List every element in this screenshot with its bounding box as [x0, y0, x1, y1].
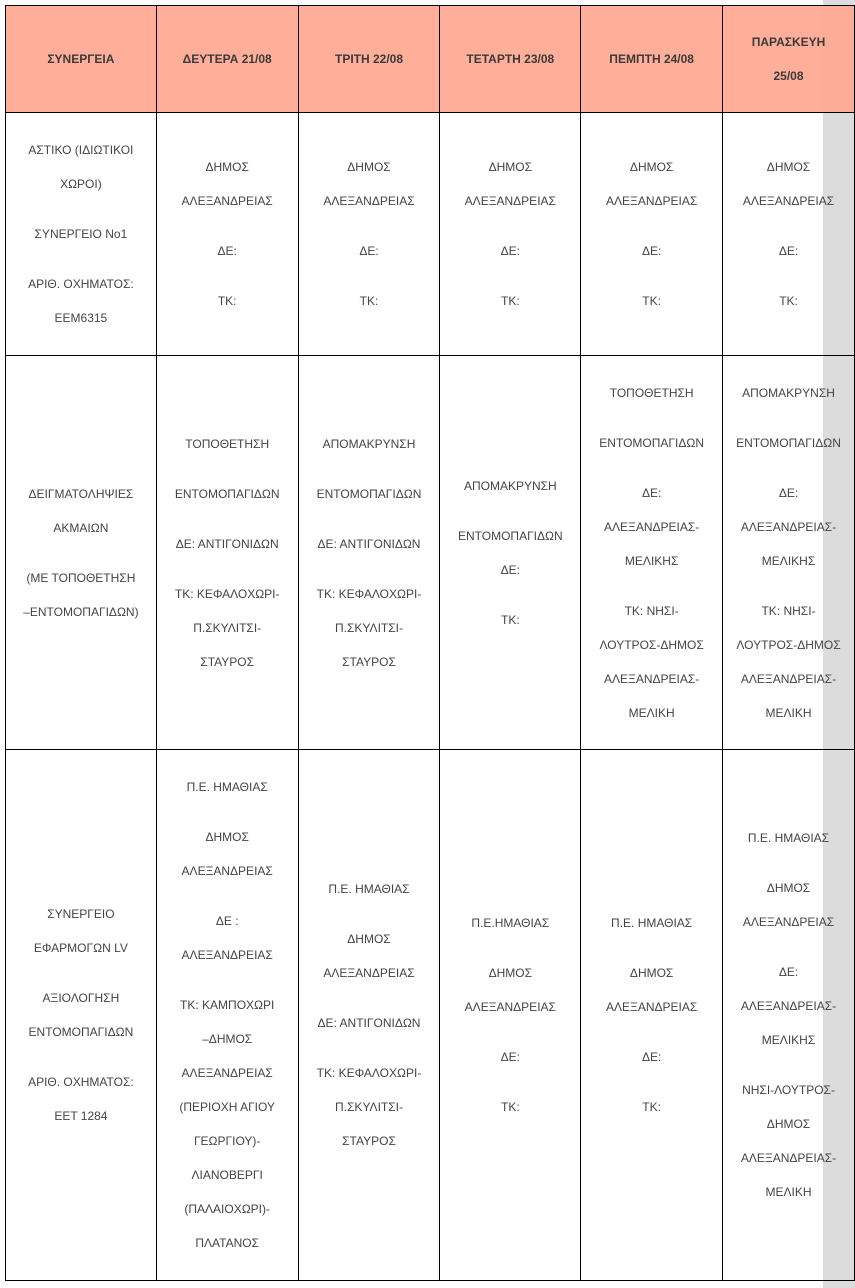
cell-text-line: ΕΝΤΟΜΟΠΑΓΙΔΩΝ — [28, 1025, 134, 1039]
cell-text-line: ΤΚ: ΚΕΦΑΛΟΧΩΡΙ- — [316, 586, 422, 601]
cell-text-line: ΤΟΠΟΘΕΤΗΣΗ — [185, 436, 270, 451]
cell-text-line: Π.ΣΚΥΛΙΤΣΙ- — [193, 620, 262, 635]
paragraph-gap — [10, 1049, 152, 1065]
cell-text-line: ΑΛΕΞΑΝΔΡΕΙΑΣ- — [740, 671, 837, 686]
cell-text-line: ΕΕΤ 1284 — [54, 1109, 108, 1123]
cell-text-line: ΤΚ: — [500, 294, 520, 308]
cell-text-line: ΑΛΕΞΑΝΔΡΕΙΑΣ — [181, 1066, 273, 1080]
paragraph-gap — [161, 888, 294, 904]
cell-text-line: ΣΥΝΕΡΓΕΙΟ Νο1 — [34, 227, 128, 241]
cell-text-line: ΑΡΙΘ. ΟΧΗΜΑΤΟΣ: — [28, 1075, 134, 1089]
paragraph-gap — [585, 578, 718, 594]
cell-text-line: ΜΕΛΙΚΗ — [765, 705, 812, 720]
cell-text-line: ΜΕΛΙΚΗΣ — [624, 553, 679, 568]
cell-text-line: ΔΕ: — [500, 562, 520, 577]
paragraph-gap — [161, 511, 294, 527]
schedule-cell-tuesday — [298, 356, 440, 750]
cell-text-line: ΑΛΕΞΑΝΔΡΕΙΑΣ- — [604, 671, 700, 686]
paragraph-gap — [585, 940, 718, 956]
paragraph-gap — [727, 1057, 850, 1073]
paragraph-gap — [161, 804, 294, 820]
cell-text-line: ΔΗΜΟΣ — [629, 160, 674, 174]
cell-text-line: ΕΝΤΟΜΟΠΑΓΙΔΩΝ — [316, 486, 422, 501]
schedule-cell-thursday — [581, 750, 723, 1281]
cell-text-line: Π.Ε.ΗΜΑΘΙΑΣ — [471, 916, 550, 930]
paragraph-gap — [303, 906, 436, 922]
cell-text-line: ΑΛΕΞΑΝΔΡΕΙΑΣ — [742, 194, 835, 208]
cell-text-line: ΔΕ: — [217, 244, 237, 258]
cell-text-line: ΑΛΕΞΑΝΔΡΕΙΑΣ — [181, 194, 273, 208]
paragraph-gap — [727, 218, 850, 234]
cell-text-line: ΤΚ: — [500, 612, 520, 627]
cell-text-line: Π.ΣΚΥΛΙΤΣΙ- — [335, 1100, 403, 1114]
paragraph-gap — [727, 268, 850, 284]
cell-text-line: ΑΛΕΞΑΝΔΡΕΙΑΣ- — [740, 999, 837, 1013]
cell-text-line: ΑΛΕΞΑΝΔΡΕΙΑΣ — [181, 864, 273, 878]
paragraph-gap — [585, 218, 718, 234]
paragraph-gap — [585, 1024, 718, 1040]
cell-text-line: ΑΛΕΞΑΝΔΡΕΙΑΣ — [464, 194, 556, 208]
cell-text-line: Π.Ε. ΗΜΑΘΙΑΣ — [186, 780, 268, 794]
cell-text-line: ΔΕ: — [500, 244, 520, 258]
cell-text-line: ΑΛΕΞΑΝΔΡΕΙΑΣ- — [740, 519, 837, 534]
paragraph-gap — [444, 218, 576, 234]
cell-text-line: ΑΛΕΞΑΝΔΡΕΙΑΣ — [323, 194, 415, 208]
paragraph-gap — [303, 511, 436, 527]
cell-text-line: ΤΚ: ΚΑΜΠΟΧΩΡΙ — [180, 998, 275, 1012]
cell-text-line: ΣΤΑΥΡΟΣ — [342, 654, 396, 669]
cell-text-line: (ΜΕ ΤΟΠΟΘΕΤΗΣΗ — [26, 570, 136, 585]
cell-text-line: Π.Ε. ΗΜΑΘΙΑΣ — [328, 882, 410, 896]
cell-text-line: ΜΕΛΙΚΗ — [628, 705, 675, 720]
paragraph-gap — [303, 1040, 436, 1056]
cell-text-line: ΔΗΜΟΣ — [205, 830, 249, 844]
cell-text-line: ΔΗΜΟΣ — [766, 160, 811, 174]
paragraph-gap — [10, 251, 152, 267]
cell-text-line: ΤΚ: ΚΕΦΑΛΟΧΩΡΙ- — [316, 1066, 422, 1080]
cell-text-line: ΑΛΕΞΑΝΔΡΕΙΑΣ- — [604, 519, 700, 534]
cell-text-line: ΤΚ: ΚΕΦΑΛΟΧΩΡΙ- — [174, 586, 280, 601]
cell-text-line: ΔΕ: — [641, 485, 662, 500]
cell-text-line: ΓΕΩΡΓΙΟΥ)- — [193, 1134, 261, 1148]
schedule-cell-monday — [156, 113, 298, 356]
cell-text-line: ΔΕ: — [641, 1050, 662, 1064]
cell-text-line: ΑΣΤΙΚΟ (ΙΔΙΩΤΙΚΟΙ — [28, 143, 134, 157]
cell-text-line: Π.ΣΚΥΛΙΤΣΙ- — [335, 620, 403, 635]
cell-text-line: ΔΕ: — [359, 244, 379, 258]
cell-text-line: ΔΕ: ΑΝΤΙΓΟΝΙΔΩΝ — [175, 536, 279, 551]
cell-text-line: ΤΚ: — [217, 294, 237, 308]
schedule-cell-friday — [723, 750, 855, 1281]
team-cell — [6, 356, 157, 750]
cell-text-line: ΔΕ: — [778, 244, 799, 258]
paragraph-gap — [444, 268, 576, 284]
header-thursday: ΠΕΜΠΤΗ 24/08 — [581, 6, 723, 113]
cell-text-line: ΣΥΝΕΡΓΕΙΟ — [47, 907, 115, 921]
cell-text-line: ΕΝΤΟΜΟΠΑΓΙΔΩΝ — [599, 435, 704, 450]
paragraph-gap — [585, 410, 718, 426]
paragraph-gap — [161, 561, 294, 577]
cell-text-line: ΕΝΤΟΜΟΠΑΓΙΔΩΝ — [736, 435, 841, 450]
cell-text-line: ΑΛΕΞΑΝΔΡΕΙΑΣ — [742, 915, 835, 929]
schedule-cell-friday — [723, 113, 855, 356]
cell-text-line: ΔΕ: ΑΝΤΙΓΟΝΙΔΩΝ — [317, 1016, 421, 1030]
cell-text-line: ΑΛΕΞΑΝΔΡΕΙΑΣ — [464, 1000, 556, 1014]
header-monday: ΔΕΥΤΕΡΑ 21/08 — [156, 6, 298, 113]
cell-text-line: ΔΕ: — [778, 485, 799, 500]
schedule-cell-wednesday — [440, 750, 581, 1281]
paragraph-gap — [303, 561, 436, 577]
header-teams: ΣΥΝΕΡΓΕΙΑ — [6, 6, 157, 113]
cell-text-line: ΔΕ : — [215, 914, 239, 928]
cell-text-line: ΜΕΛΙΚΗΣ — [761, 553, 816, 568]
cell-text-line: ΔΕ: — [641, 244, 662, 258]
schedule-cell-wednesday — [440, 356, 581, 750]
cell-text-line: ΛΙΑΝΟΒΕΡΓΙ — [191, 1168, 263, 1182]
cell-text-line: ΔΗΜΟΣ — [488, 160, 533, 174]
paragraph-gap — [303, 461, 436, 477]
paragraph-gap — [727, 578, 850, 594]
team-cell — [6, 750, 157, 1281]
paragraph-gap — [727, 410, 850, 426]
paragraph-gap — [10, 545, 152, 561]
cell-text-line: Π.Ε. ΗΜΑΘΙΑΣ — [747, 831, 830, 845]
cell-text-line: ΜΕΛΙΚΗ — [765, 1185, 812, 1199]
cell-text-line: ΑΠΟΜΑΚΡΥΝΣΗ — [742, 385, 835, 400]
cell-text-line: ΑΛΕΞΑΝΔΡΕΙΑΣ- — [740, 1151, 837, 1165]
schedule-cell-tuesday — [298, 750, 440, 1281]
cell-text-line: ΔΕ: — [778, 965, 799, 979]
paragraph-gap — [727, 939, 850, 955]
paragraph-gap — [585, 1074, 718, 1090]
cell-text-line: ΑΛΕΞΑΝΔΡΕΙΑΣ — [606, 194, 698, 208]
cell-text-line: ΕΝΤΟΜΟΠΑΓΙΔΩΝ — [174, 486, 280, 501]
paragraph-gap — [10, 201, 152, 217]
paragraph-gap — [585, 268, 718, 284]
paragraph-gap — [161, 461, 294, 477]
cell-text-line: ΔΕΙΓΜΑΤΟΛΗΨΙΕΣ — [28, 486, 134, 501]
cell-text-line: ΕΦΑΡΜΟΓΩΝ LV — [33, 941, 128, 955]
cell-text-line: ΔΗΜΟΣ — [766, 1117, 811, 1131]
cell-text-line: Π.Ε. ΗΜΑΘΙΑΣ — [611, 916, 693, 930]
table-row — [6, 356, 855, 750]
cell-text-line: ΔΗΜΟΣ — [488, 966, 533, 980]
cell-text-line: ΑΠΟΜΑΚΡΥΝΣΗ — [463, 478, 557, 493]
cell-text-line: ΤΚ: ΝΗΣΙ- — [624, 603, 679, 618]
cell-text-line: ΜΕΛΙΚΗΣ — [761, 1033, 816, 1047]
paragraph-gap — [161, 972, 294, 988]
cell-text-line: ΤΚ: — [500, 1100, 520, 1114]
cell-text-line: ΔΗΜΟΣ — [347, 160, 391, 174]
cell-text-line: ΔΗΜΟΣ — [347, 932, 391, 946]
table-row — [6, 750, 855, 1281]
cell-text-line: ΠΛΑΤΑΝΟΣ — [195, 1236, 260, 1250]
cell-text-line: ΑΛΕΞΑΝΔΡΕΙΑΣ — [606, 1000, 698, 1014]
paragraph-gap — [444, 587, 576, 603]
cell-text-line: ΔΗΜΟΣ — [205, 160, 249, 174]
paragraph-gap — [303, 218, 436, 234]
paragraph-gap — [303, 990, 436, 1006]
paragraph-gap — [727, 460, 850, 476]
cell-text-line: ΤΚ: — [359, 294, 379, 308]
header-row — [6, 6, 855, 113]
cell-text-line: ΔΕ: ΑΝΤΙΓΟΝΙΔΩΝ — [317, 536, 421, 551]
schedule-cell-friday — [723, 356, 855, 750]
cell-text-line: ΕΕΜ6315 — [54, 311, 108, 325]
cell-text-line: ΑΚΜΑΙΩΝ — [53, 520, 109, 535]
cell-text-line: –ΕΝΤΟΜΟΠΑΓΙΔΩΝ) — [23, 604, 139, 619]
schedule-cell-wednesday — [440, 113, 581, 356]
paragraph-gap — [10, 965, 152, 981]
cell-text-line: ΣΤΑΥΡΟΣ — [342, 1134, 396, 1148]
schedule-cell-thursday — [581, 113, 723, 356]
cell-text-line: –ΔΗΜΟΣ — [202, 1032, 253, 1046]
cell-text-line: ΤΚ: — [642, 294, 661, 308]
cell-text-line: ΤΚ: ΝΗΣΙ- — [761, 603, 816, 618]
cell-text-line: ΑΛΕΞΑΝΔΡΕΙΑΣ — [181, 948, 273, 962]
cell-text-line: ΔΕ: — [500, 1050, 520, 1064]
cell-text-line: ΤΟΠΟΘΕΤΗΣΗ — [609, 385, 694, 400]
cell-text-line: ΤΚ: — [642, 1100, 661, 1114]
cell-text-line: ΑΛΕΞΑΝΔΡΕΙΑΣ — [323, 966, 415, 980]
schedule-cell-thursday — [581, 356, 723, 750]
cell-text-line: ΝΗΣΙ-ΛΟΥΤΡΟΣ- — [742, 1083, 835, 1097]
paragraph-gap — [161, 268, 294, 284]
header-wednesday: ΤΕΤΑΡΤΗ 23/08 — [440, 6, 581, 113]
header-tuesday: ΤΡΙΤΗ 22/08 — [298, 6, 440, 113]
table-row — [6, 113, 855, 356]
cell-text-line: (ΠΕΡΙΟΧΗ ΑΓΙΟΥ — [179, 1100, 275, 1114]
cell-text-line: ΛΟΥΤΡΟΣ-ΔΗΜΟΣ — [599, 637, 704, 652]
team-cell — [6, 113, 157, 356]
cell-text-line: (ΠΑΛΑΙΟΧΩΡΙ)- — [184, 1202, 271, 1216]
paragraph-gap — [444, 1074, 576, 1090]
paragraph-gap — [444, 503, 576, 519]
cell-text-line: ΣΤΑΥΡΟΣ — [200, 654, 255, 669]
cell-text-line: ΧΩΡΟΙ) — [60, 177, 102, 191]
schedule-table — [5, 5, 855, 1281]
header-friday: ΠΑΡΑΣΚΕΥΗ 25/08 — [723, 6, 855, 113]
schedule-cell-tuesday — [298, 113, 440, 356]
paragraph-gap — [585, 460, 718, 476]
cell-text-line: ΑΠΟΜΑΚΡΥΝΣΗ — [322, 436, 416, 451]
schedule-cell-monday — [156, 356, 298, 750]
cell-text-line: ΔΗΜΟΣ — [766, 881, 811, 895]
cell-text-line: ΔΗΜΟΣ — [629, 966, 674, 980]
paragraph-gap — [444, 940, 576, 956]
paragraph-gap — [161, 218, 294, 234]
schedule-cell-monday — [156, 750, 298, 1281]
paragraph-gap — [727, 855, 850, 871]
cell-text-line: ΤΚ: — [779, 294, 798, 308]
cell-text-line: ΛΟΥΤΡΟΣ-ΔΗΜΟΣ — [736, 637, 841, 652]
cell-text-line: ΑΡΙΘ. ΟΧΗΜΑΤΟΣ: — [28, 277, 134, 291]
paragraph-gap — [444, 1024, 576, 1040]
cell-text-line: ΕΝΤΟΜΟΠΑΓΙΔΩΝ — [457, 528, 563, 543]
paragraph-gap — [303, 268, 436, 284]
cell-text-line: ΑΞΙΟΛΟΓΗΣΗ — [42, 991, 120, 1005]
